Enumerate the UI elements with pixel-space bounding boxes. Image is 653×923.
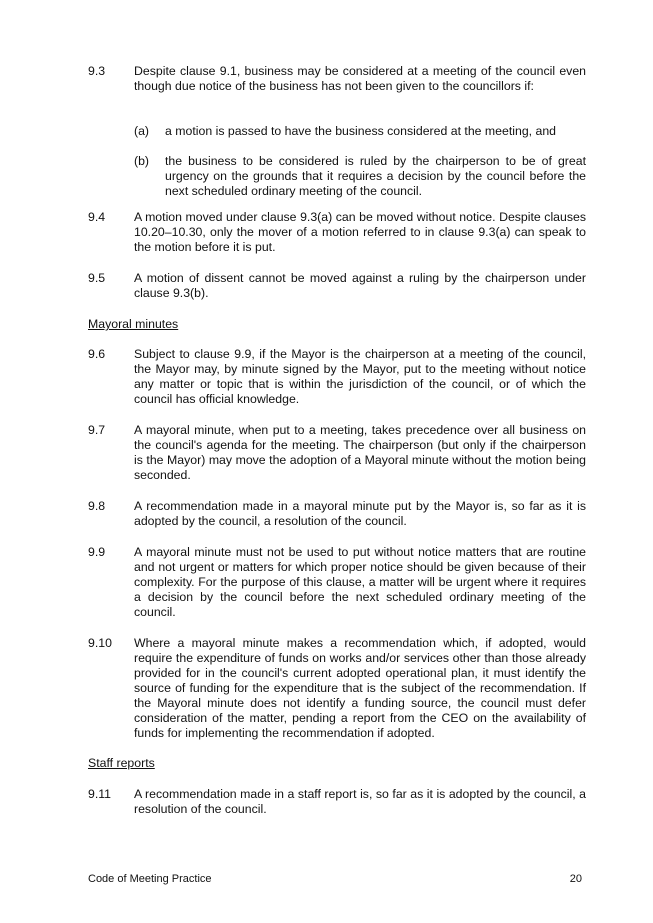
- clause-9-3-b: [134, 154, 586, 199]
- clause-number: 9.9: [88, 545, 106, 559]
- clause-number: 9.11: [88, 787, 112, 801]
- clause-9-5: [88, 271, 586, 301]
- sub-clause-text: the business to be considered is ruled by the chairperson to be of great urgency on the grounds that it requires a decision by the council before the next scheduled ordinary meeting of the council.: [165, 154, 586, 198]
- clause-9-3-a: [134, 124, 586, 139]
- heading-mayoral-minutes: Mayoral minutes: [88, 317, 179, 331]
- clause-text: Despite clause 9.1, business may be considered at a meeting of the council even though due notice of the business has not been given to the councillors if:: [134, 64, 586, 93]
- clause-9-3: [88, 64, 586, 94]
- clause-number: 9.7: [88, 423, 106, 437]
- clause-text: A mayoral minute, when put to a meeting, takes precedence over all business on the council's agenda for the meeting. The chairperson (but only if the chairperson is the Mayor) may move the adoption of a Mayoral minute without the motion being seconded.: [134, 423, 586, 482]
- sub-clause-label: (b): [134, 154, 150, 168]
- clause-number: 9.8: [88, 499, 106, 513]
- clause-text: A motion moved under clause 9.3(a) can be moved without notice. Despite clauses 10.20–10.30, only the mover of a motion referred to in clause 9.3(a) can speak to the motion before it is put.: [134, 210, 586, 254]
- sub-clause-label: (a): [134, 124, 150, 138]
- clause-number: 9.3: [88, 64, 106, 78]
- clause-9-8: [88, 499, 586, 529]
- clause-text: Where a mayoral minute makes a recommendation which, if adopted, would require the expenditure of funds on works and/or services other than those already provided for in the council's current adopted operational plan, it must identify the source of funding for the expenditure that is the subject of the recommendation. If the Mayoral minute does not identify a funding source, the council must defer consideration of the matter, pending a report from the CEO on the availability of funds for implementing the recommendation if adopted.: [134, 636, 586, 740]
- clause-text: A recommendation made in a staff report is, so far as it is adopted by the council, a resolution of the council.: [134, 787, 586, 816]
- heading-staff-reports: Staff reports: [88, 756, 155, 770]
- clause-number: 9.10: [88, 636, 112, 650]
- clause-number: 9.5: [88, 271, 106, 285]
- sub-clause-text: a motion is passed to have the business considered at the meeting, and: [165, 124, 557, 138]
- clause-text: Subject to clause 9.9, if the Mayor is the chairperson at a meeting of the council, the Mayor may, by minute signed by the Mayor, put to the meeting without notice any matter or topic that is within the jurisdiction of the council, or of which the council has official knowledge.: [134, 347, 586, 406]
- clause-text: A recommendation made in a mayoral minute put by the Mayor is, so far as it is adopted by the council, a resolution of the council.: [134, 499, 586, 528]
- footer-document-title: Code of Meeting Practice: [88, 873, 212, 885]
- clause-9-7: [88, 423, 586, 483]
- clause-text: A mayoral minute must not be used to put without notice matters that are routine and not urgent or matters for which proper notice should be given because of their complexity. For the purpose of this clause, a matter will be urgent where it requires a decision by the council before the next scheduled ordinary meeting of the council.: [134, 545, 586, 619]
- clause-text: A motion of dissent cannot be moved against a ruling by the chairperson under clause 9.3(b).: [134, 271, 586, 300]
- clause-number: 9.6: [88, 347, 106, 361]
- clause-9-6: [88, 347, 586, 407]
- clause-9-10: [88, 636, 586, 741]
- clause-9-4: [88, 210, 586, 255]
- clause-9-11: [88, 787, 586, 817]
- footer-page-number: 20: [569, 873, 582, 885]
- clause-number: 9.4: [88, 210, 106, 224]
- clause-9-9: [88, 545, 586, 620]
